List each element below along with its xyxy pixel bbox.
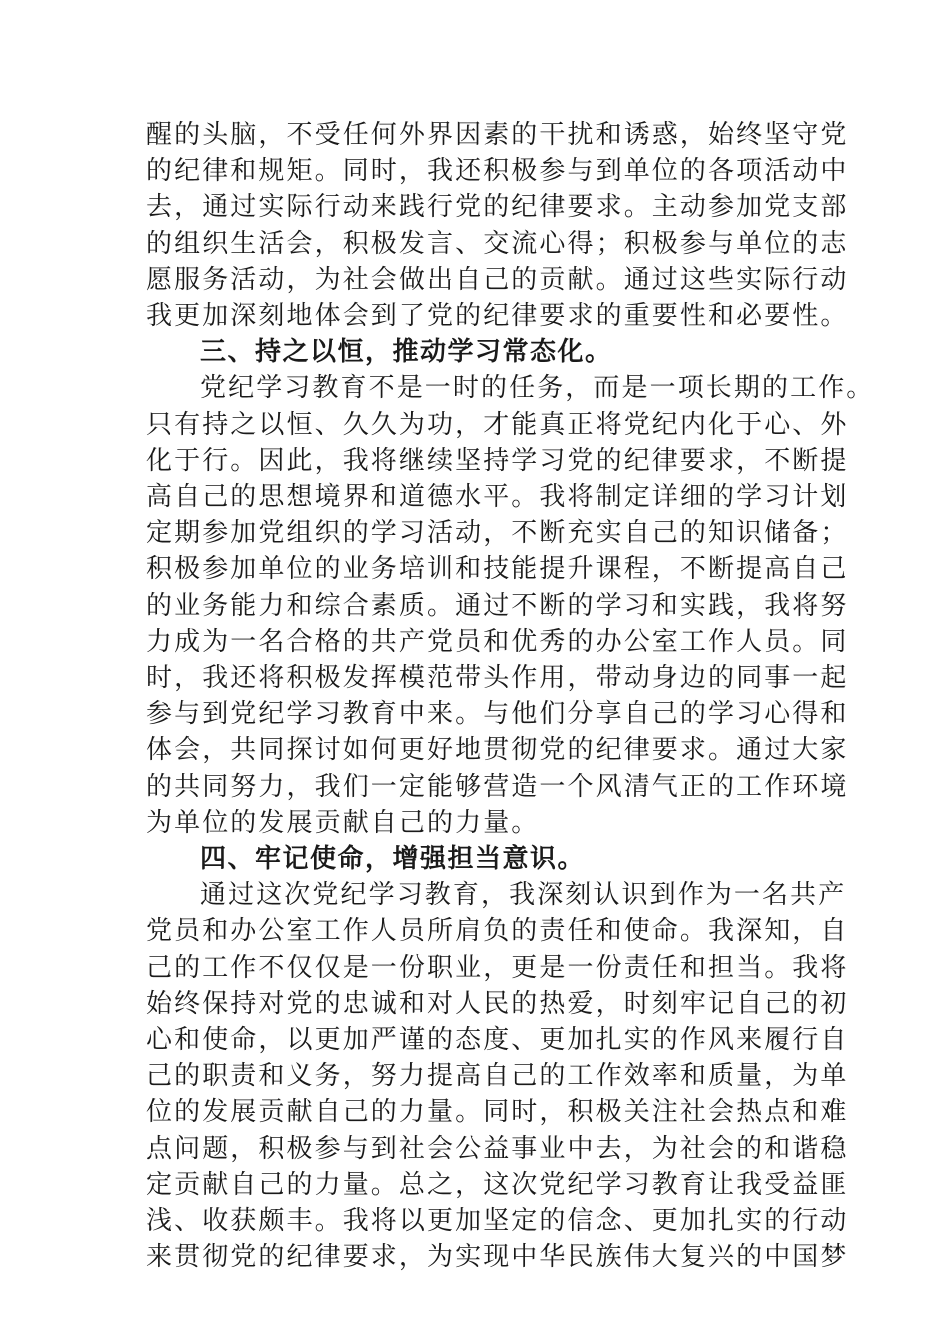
body-text-line: 去，通过实际行动来践行党的纪律要求。主动参加党支部 [146,192,849,223]
body-text-line: 点问题，积极参与到社会公益事业中去，为社会的和谐稳 [146,1133,849,1164]
body-text-line: 的共同努力，我们一定能够营造一个风清气正的工作环境 [146,771,849,802]
body-text-line: 党员和办公室工作人员所肩负的责任和使命。我深知，自 [146,916,849,947]
body-text-line: 积极参加单位的业务培训和技能提升课程，不断提高自己 [146,554,849,585]
section-heading: 三、持之以恒，推动学习常态化。 [200,337,613,368]
body-text-line: 通过这次党纪学习教育，我深刻认识到作为一名共产 [200,880,847,911]
body-text-line: 愿服务活动，为社会做出自己的贡献。通过这些实际行动 [146,264,849,295]
body-text-line: 党纪学习教育不是一时的任务，而是一项长期的工作。 [200,373,875,404]
body-text-line: 来贯彻党的纪律要求，为实现中华民族伟大复兴的中国梦 [146,1242,849,1273]
body-text-line: 己的职责和义务，努力提高自己的工作效率和质量，为单 [146,1061,849,1092]
body-text-line: 定贡献自己的力量。总之，这次党纪学习教育让我受益匪 [146,1169,849,1200]
body-text-line: 心和使命，以更加严谨的态度、更加扎实的作风来履行自 [146,1025,849,1055]
body-text-line: 己的工作不仅仅是一份职业，更是一份责任和担当。我将 [146,952,849,983]
body-text-line: 醒的头脑，不受任何外界因素的干扰和诱惑，始终坚守党 [146,120,849,150]
body-text-line: 为单位的发展贡献自己的力量。 [146,807,540,838]
body-text-line: 化于行。因此，我将继续坚持学习党的纪律要求，不断提 [146,445,849,476]
body-text-line: 体会，共同探讨如何更好地贯彻党的纪律要求。通过大家 [146,735,849,766]
body-text-line: 我更加深刻地体会到了党的纪律要求的重要性和必要性。 [146,301,849,331]
body-text-line: 时，我还将积极发挥模范带头作用，带动身边的同事一起 [146,663,849,693]
body-text-line: 浅、收获颇丰。我将以更加坚定的信念、更加扎实的行动 [146,1206,849,1236]
body-text-line: 定期参加党组织的学习活动，不断充实自己的知识储备； [146,518,849,549]
body-text-line: 始终保持对党的忠诚和对人民的热爱，时刻牢记自己的初 [146,988,849,1019]
body-text-line: 力成为一名合格的共产党员和优秀的办公室工作人员。同 [146,626,849,657]
body-text-line: 位的发展贡献自己的力量。同时，积极关注社会热点和难 [146,1097,849,1128]
body-text-line: 的组织生活会，积极发言、交流心得；积极参与单位的志 [146,228,849,259]
body-text-line: 参与到党纪学习教育中来。与他们分享自己的学习心得和 [146,699,849,730]
body-text-line: 的业务能力和综合素质。通过不断的学习和实践，我将努 [146,590,849,621]
body-text-line: 只有持之以恒、久久为功，才能真正将党纪内化于心、外 [146,409,849,440]
body-text-line: 的纪律和规矩。同时，我还积极参与到单位的各项活动中 [146,156,849,187]
section-heading: 四、牢记使命，增强担当意识。 [200,844,586,874]
body-text-line: 高自己的思想境界和道德水平。我将制定详细的学习计划 [146,482,849,512]
